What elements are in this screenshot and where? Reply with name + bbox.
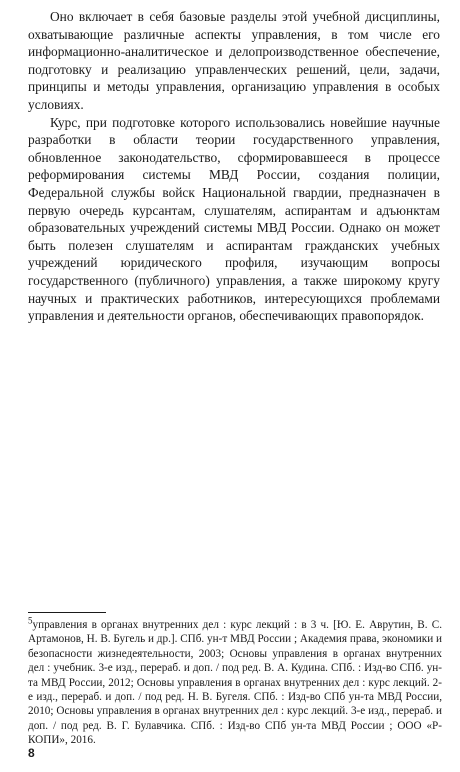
footnote-divider [28, 612, 106, 613]
paragraph-1: Оно включает в себя базовые разделы этой учебной дисциплины, охватывающие различные аспекты управления, в том числе его информационно-аналитическое и делопроизводственное обеспечение, подготовку и реализацию управленческих решений, цели, задачи, принципы и методы управления, организацию управления в особых условиях. [28, 9, 440, 112]
footnote-marker: 5 [28, 615, 33, 626]
page-number: 8 [28, 746, 35, 760]
footnote [28, 615, 442, 748]
footnote-text: управления в органах внутренних дел : курс лекций : в 3 ч. [Ю. Е. Аврутин, В. С. Артамонов, Н. В. Бугель и др.]. СПб. ун-т МВД России ; Академия права, экономики и безопасности жизнедеятельности, 2003; Основы управления в органах внутренних дел : учебник. 3-е изд., перераб. и доп. / под ред. В. А. Кудина. СПб. : Изд-во СПб. ун-та МВД России, 2012; Основы управления в органах внутренних дел : курс лекций. 2-е изд., перераб. и доп. / под ред. Н. В. Бугеля. СПб. : Изд-во СПб ун-та МВД России, 2010; Основы управления в органах внутренних дел : курс лекций. 3-е изд., перераб. и доп. / под ред. В. Г. Булавчика. СПб. : Изд-во СПб ун-та МВД России ; ООО «Р-КОПИ», 2016. [28, 619, 442, 747]
paragraph-2: Курс, при подготовке которого использовались новейшие научные разработки в области теории государственного управления, обновленное законодательство, сформировавшееся в процессе реформирования системы МВД России, создания полиции, Федеральной службы войск Национальной гвардии, предназначен в первую очередь курсантам, слушателям, аспирантам и адъюнктам образовательных учреждений системы МВД России. Однако он может быть полезен слушателям и аспирантам гражданских учебных учреждений юридического профиля, изучающим вопросы государственного (публичного) управления, а также широкому кругу научных и практических работников, интересующихся проблемами управления и деятельности органов, обеспечивающих правопорядок. [28, 114, 440, 324]
main-text [28, 8, 440, 325]
